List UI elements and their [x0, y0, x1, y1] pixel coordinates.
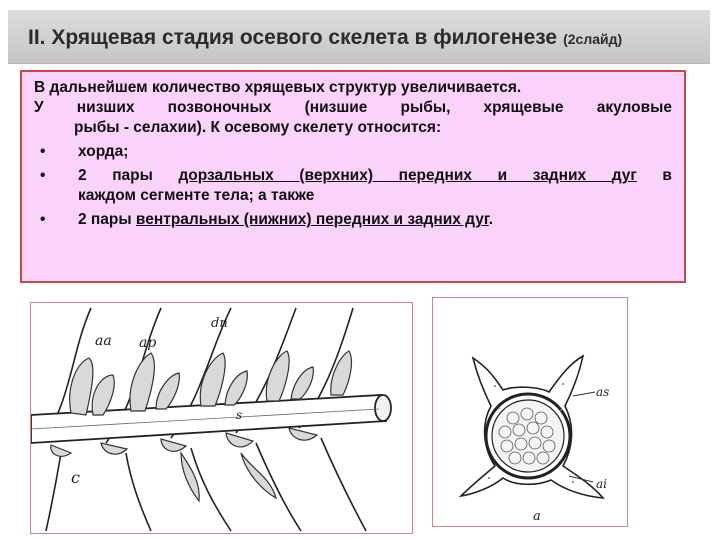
- figure-notochord-side-view: [30, 302, 413, 534]
- dorsal-arch: [291, 367, 313, 399]
- notochord-drawing: [31, 303, 412, 533]
- text-run: [507, 167, 533, 184]
- text-run: 2 пары: [78, 211, 136, 228]
- bullet-text: [78, 210, 672, 230]
- bullet-mark: •: [40, 211, 46, 228]
- label-ai: ai: [596, 477, 607, 491]
- label-c: c: [71, 468, 80, 487]
- vertebra-drawing: [433, 298, 627, 526]
- underlined-term: задних: [532, 167, 587, 184]
- dorsal-arch: [130, 353, 154, 411]
- bullet-text: [78, 166, 672, 206]
- ventral-arch: [51, 445, 71, 456]
- ventral-arch: [181, 453, 199, 501]
- text-run: [373, 167, 399, 184]
- bullet-text: хорда;: [78, 143, 129, 160]
- dorsal-arch: [92, 375, 114, 415]
- slide-title: [28, 26, 622, 50]
- text-run: в: [636, 167, 672, 184]
- ventral-arch: [226, 433, 253, 447]
- arch-line: [321, 438, 366, 531]
- ventral-arch: [161, 439, 186, 451]
- label-ap: ap: [139, 335, 157, 351]
- underlined-term: дуг: [611, 167, 637, 184]
- ventral-arch: [289, 428, 317, 440]
- bullet-item-chord: [34, 142, 672, 162]
- bullet-text-line2: каждом сегменте тела; а также: [78, 187, 315, 204]
- text-run: [472, 167, 498, 184]
- bullet-mark: •: [40, 143, 46, 160]
- figure-vertebra-cross-section: [432, 297, 628, 527]
- label-dn: dn: [211, 316, 228, 331]
- label-as: as: [596, 385, 610, 399]
- bullet-mark: •: [40, 167, 46, 184]
- lower-vertebrates-line-cont: рыбы - селахии). К осевому скелету относится:: [74, 119, 442, 136]
- ventral-arch: [101, 443, 127, 454]
- dorsal-arch: [331, 351, 352, 395]
- underlined-term: дорзальных (верхних): [178, 167, 373, 184]
- underlined-term: вентральных (нижних) передних и задних дуг: [135, 211, 489, 228]
- bullet-item-ventral-arches: [34, 210, 672, 230]
- arch-line: [126, 453, 151, 531]
- text-run: 2 пары: [78, 167, 179, 184]
- dorsal-arch: [225, 371, 247, 405]
- notochord-section: [492, 400, 564, 472]
- label-a: a: [533, 509, 541, 524]
- underlined-term: и: [497, 167, 508, 184]
- bullet-item-dorsal-arches: [34, 166, 672, 206]
- label-aa: aa: [95, 333, 112, 349]
- label-s: s: [236, 408, 243, 422]
- bullet-text-line1: [78, 166, 672, 186]
- slide-title-suffix: (2слайд): [563, 31, 623, 47]
- text-box: [20, 70, 686, 283]
- dorsal-arch: [200, 353, 225, 406]
- arch-line: [46, 453, 61, 531]
- slide-title-main: II. Хрящевая стадия осевого скелета в филогенезе: [28, 26, 558, 49]
- lower-vertebrates-line: У низших позвоночных (низшие рыбы, хрящевые акуловые: [34, 99, 672, 116]
- underlined-term: передних: [398, 167, 472, 184]
- dorsal-arch: [156, 373, 179, 409]
- text-run: .: [488, 211, 494, 228]
- intro-line: В дальнейшем количество хрящевых структур увеличивается.: [34, 79, 522, 96]
- title-bar: [8, 10, 710, 64]
- dorsal-arch: [266, 351, 289, 401]
- text-run: [586, 167, 612, 184]
